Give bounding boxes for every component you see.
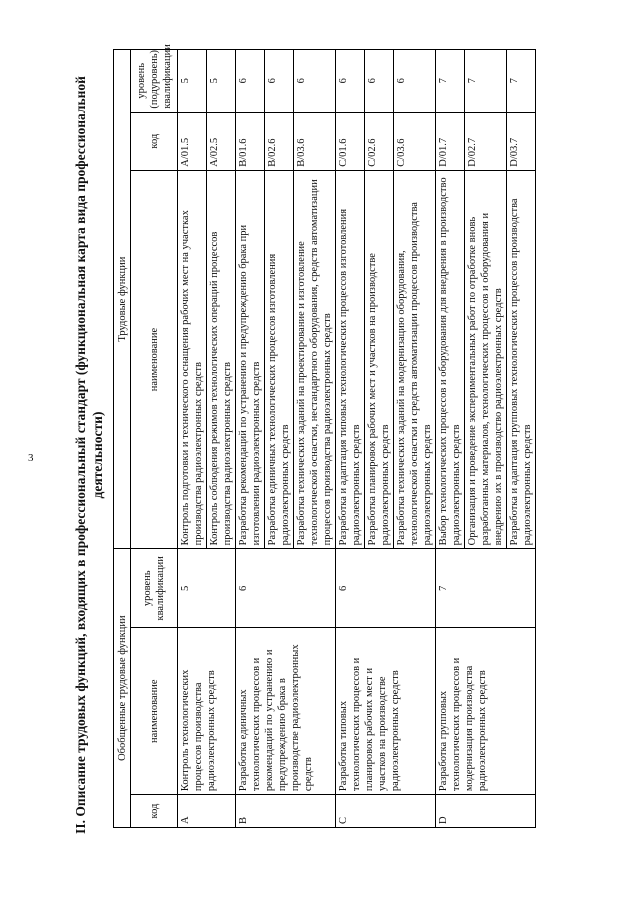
group-level: 7	[436, 549, 536, 628]
function-name: Организация и проведение экспериментальных работ по отработке вновь разработанных материалов, технологических процессов и оборудования и внедрению их в производство радиоэлектронных средств	[465, 170, 507, 549]
function-level: 6	[365, 50, 394, 113]
function-level: 5	[207, 50, 236, 113]
function-code: A/01.5	[178, 112, 207, 170]
header-name: наименование	[131, 628, 178, 795]
table-row	[236, 50, 265, 828]
function-name: Выбор технологических процессов и оборудования для внедрения в производство радиоэлектронных средств	[436, 170, 465, 549]
header-tf-code: код	[131, 112, 178, 170]
group-code: A	[178, 795, 236, 828]
function-name: Разработка и адаптация типовых технологических процессов изготовления радиоэлектронных средств	[336, 170, 365, 549]
function-name: Контроль соблюдения режимов технологических операций процессов производства радиоэлектронных средств	[207, 170, 236, 549]
table-row	[436, 50, 465, 828]
function-level: 7	[507, 50, 536, 113]
group-level: 6	[336, 549, 436, 628]
table-row	[336, 50, 365, 828]
function-code: C/03.6	[394, 112, 436, 170]
function-level: 6	[294, 50, 336, 113]
function-level: 6	[265, 50, 294, 113]
functional-map-table	[113, 44, 536, 828]
header-tf-name: наименование	[131, 170, 178, 549]
group-level: 5	[178, 549, 236, 628]
page-number: 3	[28, 452, 34, 464]
function-code: A/02.5	[207, 112, 236, 170]
function-code: B/01.6	[236, 112, 265, 170]
function-name: Контроль подготовки и технического оснащения рабочих мест на участках производства радиоэлектронных средств	[178, 170, 207, 549]
function-level: 7	[436, 50, 465, 113]
group-level: 6	[236, 549, 336, 628]
group-name: Разработка групповых технологических процессов и модернизация производства радиоэлектронных средств	[436, 628, 536, 795]
function-level: 6	[336, 50, 365, 113]
function-name: Разработка технических заданий на проектирование и изготовление технологической оснастки, нестандартного оборудования, средств автоматизации процессов производства радиоэлектронных средств	[294, 170, 336, 549]
group-code: C	[336, 795, 436, 828]
function-name: Разработка технических заданий на модернизацию оборудования, технологической оснастки и средств автоматизации процессов производства радиоэлектронных средств	[394, 170, 436, 549]
function-name: Разработка единичных технологических процессов изготовления радиоэлектронных средств	[265, 170, 294, 549]
header-generalized-functions: Обобщенные трудовые функции	[114, 549, 131, 828]
table-body	[178, 50, 536, 828]
table-row	[178, 50, 207, 828]
function-code: D/03.7	[507, 112, 536, 170]
section-title: II. Описание трудовых функций, входящих в профессиональный стандарт (функциональная карта вида профессиональной деятельности)	[73, 76, 105, 834]
group-name: Разработка типовых технологических процессов и планировок рабочих мест и участков на производстве радиоэлектронных средств	[336, 628, 436, 795]
header-tf-level: уровень (подуровень) квалификации	[131, 50, 178, 113]
header-code: код	[131, 795, 178, 828]
function-level: 5	[178, 50, 207, 113]
function-code: D/01.7	[436, 112, 465, 170]
function-name: Разработка рекомендаций по устранению и предупреждению брака при изготовлении радиоэлектронных средств	[236, 170, 265, 549]
header-level: уровень квалификации	[131, 549, 178, 628]
function-code: B/02.6	[265, 112, 294, 170]
function-level: 7	[465, 50, 507, 113]
group-code: D	[436, 795, 536, 828]
function-code: D/02.7	[465, 112, 507, 170]
function-level: 6	[236, 50, 265, 113]
function-level: 6	[394, 50, 436, 113]
function-name: Разработка и адаптация групповых технологических процессов производства радиоэлектронных средств	[507, 170, 536, 549]
function-code: B/03.6	[294, 112, 336, 170]
group-name: Разработка единичных технологических процессов и рекомендаций по устранению и предупреждению брака в производстве радиоэлектронных средств	[236, 628, 336, 795]
function-name: Разработка планировок рабочих мест и участков на производстве радиоэлектронных средств	[365, 170, 394, 549]
function-code: C/02.6	[365, 112, 394, 170]
function-code: C/01.6	[336, 112, 365, 170]
header-labor-functions: Трудовые функции	[114, 50, 131, 549]
group-name: Контроль технологических процессов производства радиоэлектронных средств	[178, 628, 236, 795]
group-code: B	[236, 795, 336, 828]
